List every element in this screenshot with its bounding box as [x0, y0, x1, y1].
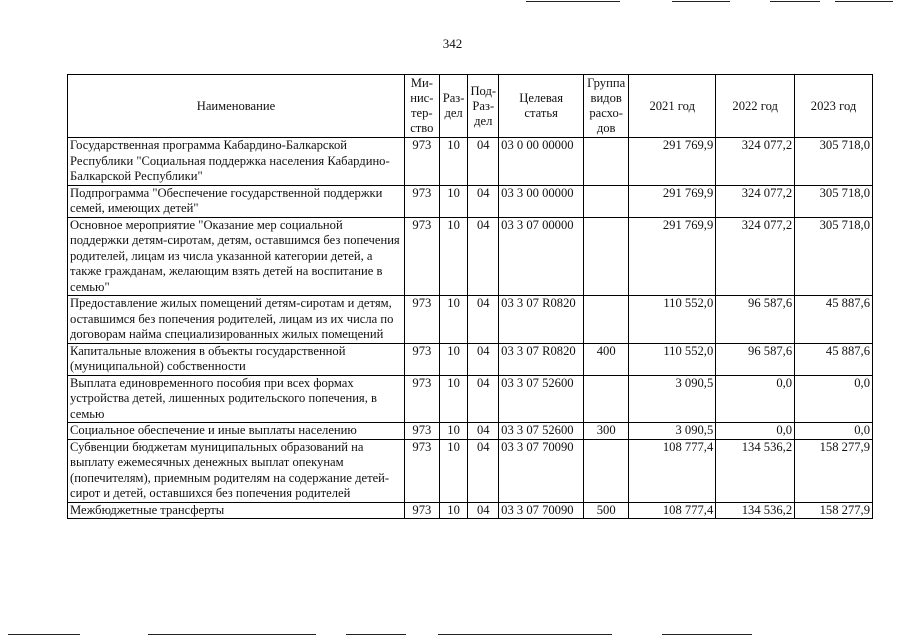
row-amount-2023: 158 277,9 [795, 502, 873, 519]
row-amount-2022: 96 587,6 [716, 296, 795, 344]
row-amount-2021: 3 090,5 [629, 423, 716, 440]
row-section: 10 [439, 138, 468, 186]
row-name: Основное мероприятие "Оказание мер социальной поддержки детям-сиротам, детям, оставшимся без попечения родителей, лицам из числа указанной категории детей, а также гражданам, желающим взять детей на воспитание в семью" [68, 217, 405, 296]
row-subsection: 04 [468, 217, 499, 296]
row-name: Межбюджетные трансферты [68, 502, 405, 519]
row-subsection: 04 [468, 439, 499, 502]
row-expense-group: 500 [584, 502, 629, 519]
row-section: 10 [439, 217, 468, 296]
row-amount-2023: 305 718,0 [795, 217, 873, 296]
row-name: Подпрограмма "Обеспечение государственной поддержки семей, имеющих детей" [68, 185, 405, 217]
row-ministry: 973 [404, 502, 439, 519]
scan-artifact-line [662, 634, 752, 635]
row-section: 10 [439, 375, 468, 423]
row-amount-2022: 96 587,6 [716, 343, 795, 375]
row-amount-2023: 45 887,6 [795, 296, 873, 344]
row-name: Выплата единовременного пособия при всех формах устройства детей, лишенных родительского попечения, в семью [68, 375, 405, 423]
row-name: Субвенции бюджетам муниципальных образований на выплату ежемесячных денежных выплат опекунам (попечителям), приемным родителям на содержание детей-сирот и детей, оставшихся без попечения родителей [68, 439, 405, 502]
row-expense-group: 400 [584, 343, 629, 375]
scan-artifact-line [438, 634, 612, 635]
row-amount-2023: 305 718,0 [795, 138, 873, 186]
row-ministry: 973 [404, 185, 439, 217]
table-row [68, 185, 873, 217]
row-expense-group [584, 375, 629, 423]
row-ministry: 973 [404, 138, 439, 186]
row-target-article: 03 3 00 00000 [499, 185, 584, 217]
row-section: 10 [439, 439, 468, 502]
row-ministry: 973 [404, 217, 439, 296]
row-target-article: 03 0 00 00000 [499, 138, 584, 186]
row-ministry: 973 [404, 439, 439, 502]
row-amount-2022: 0,0 [716, 375, 795, 423]
row-subsection: 04 [468, 138, 499, 186]
row-amount-2023: 305 718,0 [795, 185, 873, 217]
row-expense-group [584, 138, 629, 186]
row-ministry: 973 [404, 375, 439, 423]
row-expense-group [584, 439, 629, 502]
row-amount-2022: 134 536,2 [716, 439, 795, 502]
header-target: Целевая статья [499, 75, 584, 138]
header-2021: 2021 год [629, 75, 716, 138]
row-ministry: 973 [404, 296, 439, 344]
row-name: Государственная программа Кабардино-Балкарской Республики "Социальная поддержка населения Кабардино-Балкарской Республики" [68, 138, 405, 186]
table-row [68, 439, 873, 502]
row-amount-2021: 108 777,4 [629, 502, 716, 519]
row-amount-2021: 3 090,5 [629, 375, 716, 423]
row-amount-2022: 0,0 [716, 423, 795, 440]
header-name: Наименование [68, 75, 405, 138]
row-name: Предоставление жилых помещений детям-сиротам и детям, оставшимся без попечения родителей, лицам из их числа по договорам найма специализированных жилых помещений [68, 296, 405, 344]
row-subsection: 04 [468, 343, 499, 375]
row-target-article: 03 3 07 00000 [499, 217, 584, 296]
scan-artifact-line [346, 634, 406, 635]
row-expense-group: 300 [584, 423, 629, 440]
row-subsection: 04 [468, 185, 499, 217]
row-name: Капитальные вложения в объекты государственной (муниципальной) собственности [68, 343, 405, 375]
row-expense-group [584, 185, 629, 217]
row-subsection: 04 [468, 296, 499, 344]
row-target-article: 03 3 07 R0820 [499, 343, 584, 375]
row-section: 10 [439, 502, 468, 519]
row-target-article: 03 3 07 52600 [499, 375, 584, 423]
header-section: Раз- дел [439, 75, 468, 138]
scan-artifact-line [770, 1, 820, 2]
row-target-article: 03 3 07 R0820 [499, 296, 584, 344]
row-amount-2021: 291 769,9 [629, 217, 716, 296]
table-row [68, 343, 873, 375]
row-subsection: 04 [468, 423, 499, 440]
row-target-article: 03 3 07 52600 [499, 423, 584, 440]
row-target-article: 03 3 07 70090 [499, 439, 584, 502]
row-amount-2021: 108 777,4 [629, 439, 716, 502]
header-2022: 2022 год [716, 75, 795, 138]
row-amount-2023: 158 277,9 [795, 439, 873, 502]
table-row [68, 217, 873, 296]
row-amount-2021: 291 769,9 [629, 185, 716, 217]
scan-artifact-line [835, 1, 893, 2]
table-row [68, 423, 873, 440]
row-expense-group [584, 217, 629, 296]
budget-table [67, 74, 873, 519]
row-amount-2022: 134 536,2 [716, 502, 795, 519]
row-amount-2022: 324 077,2 [716, 217, 795, 296]
row-amount-2022: 324 077,2 [716, 185, 795, 217]
row-amount-2021: 110 552,0 [629, 343, 716, 375]
row-target-article: 03 3 07 70090 [499, 502, 584, 519]
header-subsection: Под- Раз- дел [468, 75, 499, 138]
row-section: 10 [439, 185, 468, 217]
header-2023: 2023 год [795, 75, 873, 138]
row-section: 10 [439, 423, 468, 440]
scan-artifact-line [8, 634, 80, 635]
scan-artifact-line [672, 1, 730, 2]
scan-artifact-line [148, 634, 316, 635]
row-amount-2021: 291 769,9 [629, 138, 716, 186]
page-number: 342 [442, 36, 463, 51]
row-expense-group [584, 296, 629, 344]
header-ministry: Ми- нис- тер- ство [404, 75, 439, 138]
row-subsection: 04 [468, 502, 499, 519]
row-amount-2023: 0,0 [795, 375, 873, 423]
row-ministry: 973 [404, 343, 439, 375]
scan-artifact-line [526, 1, 620, 2]
table-row [68, 375, 873, 423]
table-row [68, 296, 873, 344]
table-header-row [68, 75, 873, 138]
table-row [68, 138, 873, 186]
row-subsection: 04 [468, 375, 499, 423]
row-amount-2023: 45 887,6 [795, 343, 873, 375]
table-row [68, 502, 873, 519]
row-section: 10 [439, 296, 468, 344]
row-section: 10 [439, 343, 468, 375]
row-amount-2023: 0,0 [795, 423, 873, 440]
row-ministry: 973 [404, 423, 439, 440]
row-name: Социальное обеспечение и иные выплаты населению [68, 423, 405, 440]
row-amount-2021: 110 552,0 [629, 296, 716, 344]
header-expense-group: Группа видов расхо- дов [584, 75, 629, 138]
row-amount-2022: 324 077,2 [716, 138, 795, 186]
